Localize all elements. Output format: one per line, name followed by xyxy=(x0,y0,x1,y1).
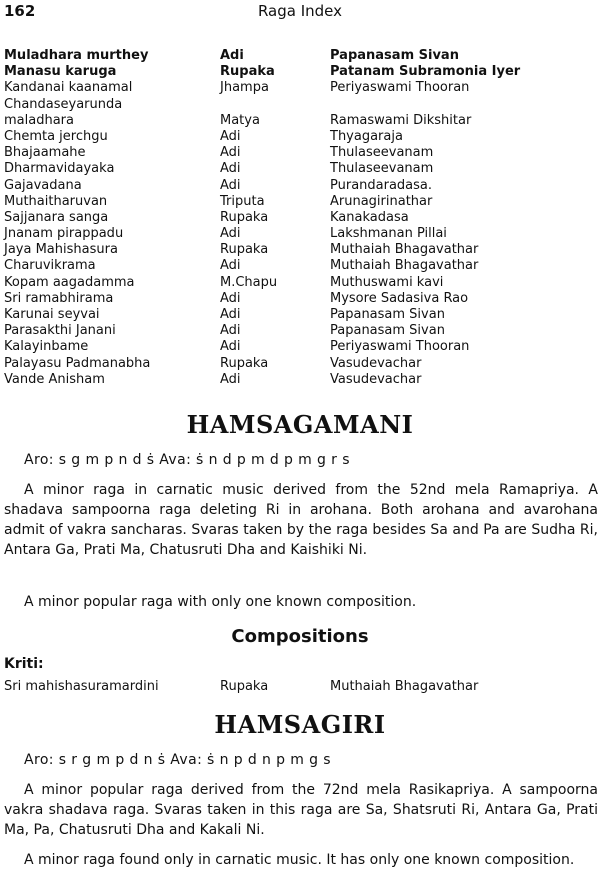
raga-title-hamsagamani: HAMSAGAMANI xyxy=(186,410,414,439)
kriti-row xyxy=(4,161,600,177)
kriti-name: Vande Anisham xyxy=(4,371,105,387)
kriti-tala: Adi xyxy=(220,161,241,177)
kriti-name: Bhajaamahe xyxy=(4,145,86,161)
kriti-name: Jaya Mahishasura xyxy=(4,242,118,258)
kriti-row xyxy=(4,210,600,226)
kriti-name: Kopam aagadamma xyxy=(4,274,135,290)
kriti-name: Gajavadana xyxy=(4,177,82,193)
kriti-name: Parasakthi Janani xyxy=(4,323,116,339)
kriti-composer: Papanasam Sivan xyxy=(330,323,445,339)
kriti-table xyxy=(4,48,600,388)
kriti-composer: Patanam Subramonia Iyer xyxy=(330,64,521,80)
running-head: Raga Index xyxy=(257,2,343,20)
kriti-name: Palayasu Padmanabha xyxy=(4,355,151,371)
raga-title-hamsagiri: HAMSAGIRI xyxy=(214,710,386,739)
kriti-name: Muthaitharuvan xyxy=(4,193,108,209)
kriti-row xyxy=(4,258,600,274)
kriti-row xyxy=(4,113,600,129)
kriti-tala: Adi xyxy=(220,226,241,242)
scale-hamsagiri: Aro: s r g m p d n ṡ Ava: ṡ n p d n p m g s xyxy=(24,752,331,768)
kriti-row xyxy=(4,97,600,113)
page-number: 162 xyxy=(4,2,36,20)
kriti-composer: Vasudevachar xyxy=(330,371,422,387)
page-header xyxy=(4,2,596,24)
kriti-name: Sajjanara sanga xyxy=(4,209,109,225)
kriti-composer: Thyagaraja xyxy=(330,128,403,144)
kriti-name: Muladhara murthey xyxy=(4,48,149,63)
kriti-tala: Adi xyxy=(220,128,241,144)
compositions-heading: Compositions xyxy=(231,626,369,647)
kriti-composer: Papanasam Sivan xyxy=(330,307,445,322)
kriti-tala: Triputa xyxy=(220,193,265,209)
composition-tala: Rupaka xyxy=(220,679,269,694)
kriti-row xyxy=(4,307,600,323)
kriti-tala: Adi xyxy=(220,339,241,355)
kriti-name: Charuvikrama xyxy=(4,258,96,274)
kriti-tala: Adi xyxy=(220,307,241,322)
kriti-composer: Purandaradasa. xyxy=(330,177,433,193)
kriti-row xyxy=(4,339,600,355)
kriti-row xyxy=(4,194,600,210)
kriti-row xyxy=(4,64,600,80)
kriti-tala: Rupaka xyxy=(220,242,269,258)
kriti-composer: Thulaseevanam xyxy=(330,161,434,177)
kriti-tala: Adi xyxy=(220,371,241,387)
kriti-tala: Adi xyxy=(220,290,241,306)
kriti-name: maladhara xyxy=(4,112,74,128)
kriti-composer: Lakshmanan Pillai xyxy=(330,226,447,242)
description-hamsagiri: A minor popular raga derived from the 72nd mela Rasikapriya. A sampoorna vakra shadava raga. Svaras taken in this raga are Sa, Shatsruti Ri, Antara Ga, Prati Ma, Pa, Chatusruti Dha and Kakali Ni. xyxy=(4,782,598,838)
kriti-row xyxy=(4,275,600,291)
kriti-row xyxy=(4,323,600,339)
kriti-tala: Matya xyxy=(220,112,260,128)
kriti-name: Karunai seyvai xyxy=(4,307,100,322)
kriti-name: Sri ramabhirama xyxy=(4,290,114,306)
kriti-name: Kandanai kaanamal xyxy=(4,80,133,96)
kriti-composer: Vasudevachar xyxy=(330,355,422,371)
kriti-row xyxy=(4,129,600,145)
kriti-row xyxy=(4,242,600,258)
kriti-row xyxy=(4,372,600,388)
kriti-tala: Adi xyxy=(220,177,241,193)
kriti-tala: Rupaka xyxy=(220,355,269,371)
kriti-composer: Papanasam Sivan xyxy=(330,48,459,63)
kriti-tala: Adi xyxy=(220,145,241,161)
kriti-name: Chemta jerchgu xyxy=(4,128,108,144)
kriti-name: Chandaseyarunda xyxy=(4,96,123,112)
note-hamsagiri: A minor raga found only in carnatic music. It has only one known composition. xyxy=(24,852,575,868)
kriti-composer: Thulaseevanam xyxy=(330,145,434,161)
kriti-composer: Periyaswami Thooran xyxy=(330,80,470,96)
kriti-composer: Ramaswami Dikshitar xyxy=(330,112,472,128)
kriti-row xyxy=(4,145,600,161)
kriti-row xyxy=(4,80,600,96)
kriti-tala: Jhampa xyxy=(220,80,269,96)
kriti-tala: Adi xyxy=(220,323,241,339)
description-hamsagamani: A minor raga in carnatic music derived from the 52nd mela Ramapriya. A shadava sampoorna raga deleting Ri in arohana. Both arohana and avarohana admit of vakra sancharas. Svaras taken by the raga besides Sa and Pa are Sudha Ri, Antara Ga, Prati Ma, Chatusruti Dha and Kaishiki Ni. xyxy=(4,482,598,558)
kriti-tala: Adi xyxy=(220,48,244,63)
kriti-row xyxy=(4,356,600,372)
scale-hamsagamani: Aro: s g m p n d ṡ Ava: ṡ n d p m d p m g r s xyxy=(24,452,350,468)
kriti-composer: Muthuswami kavi xyxy=(330,274,444,290)
kriti-composer: Mysore Sadasiva Rao xyxy=(330,290,469,306)
kriti-name: Dharmavidayaka xyxy=(4,161,115,177)
kriti-composer: Muthaiah Bhagavathar xyxy=(330,258,479,274)
kriti-tala: Rupaka xyxy=(220,209,269,225)
note-hamsagamani: A minor popular raga with only one known composition. xyxy=(24,594,417,610)
kriti-composer: Kanakadasa xyxy=(330,209,409,225)
kriti-tala: M.Chapu xyxy=(220,274,278,290)
composition-name: Sri mahishasuramardini xyxy=(4,679,159,694)
kriti-row xyxy=(4,48,600,64)
kriti-row xyxy=(4,226,600,242)
kriti-composer: Muthaiah Bhagavathar xyxy=(330,242,479,258)
composition-row xyxy=(4,679,600,697)
kriti-name: Jnanam pirappadu xyxy=(4,226,124,242)
kriti-label: Kriti: xyxy=(4,656,44,672)
kriti-tala: Adi xyxy=(220,258,241,274)
kriti-tala: Rupaka xyxy=(220,64,275,80)
kriti-row xyxy=(4,178,600,194)
composition-composer: Muthaiah Bhagavathar xyxy=(330,679,479,694)
kriti-name: Kalayinbame xyxy=(4,339,89,355)
kriti-name: Manasu karuga xyxy=(4,64,117,80)
kriti-composer: Periyaswami Thooran xyxy=(330,339,470,355)
kriti-composer: Arunagirinathar xyxy=(330,193,433,209)
kriti-row xyxy=(4,291,600,307)
